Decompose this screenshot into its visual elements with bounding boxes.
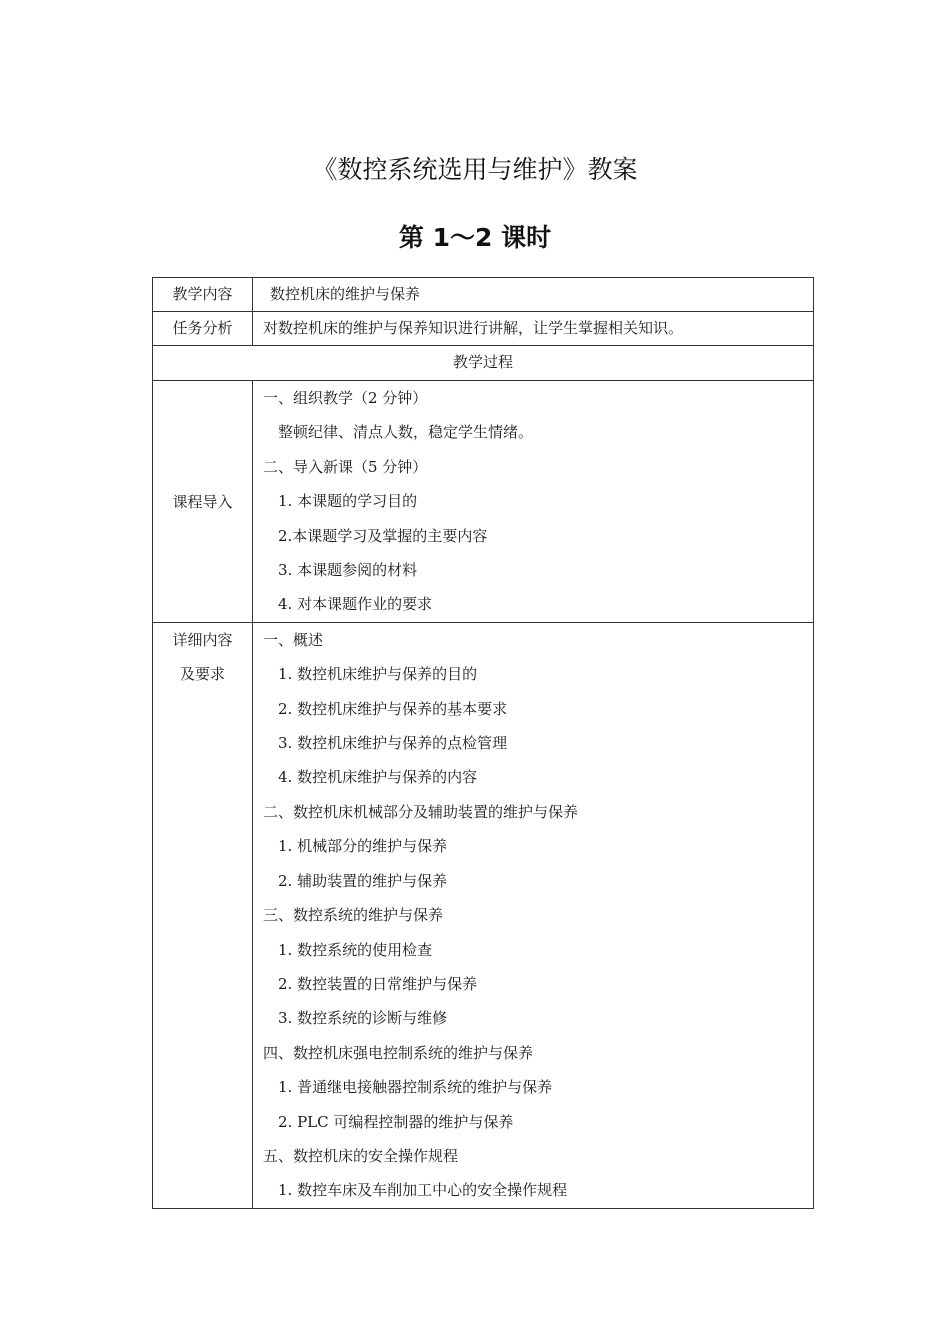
table-row-content	[153, 278, 814, 312]
detail-item: 3. 数控系统的诊断与维修	[278, 1009, 448, 1028]
detail-content-cell	[253, 622, 814, 1208]
detail-label-cell	[153, 622, 253, 1208]
detail-label-line: 详细内容	[172, 630, 233, 649]
table-row-analysis	[153, 312, 814, 346]
detail-item: 3. 数控机床维护与保养的点检管理	[278, 734, 508, 753]
lesson-plan-table	[152, 277, 814, 1209]
content-label: 教学内容	[172, 285, 233, 303]
content-label-cell	[153, 278, 253, 312]
detail-label-line: 及要求	[179, 665, 225, 684]
detail-section-heading: 一、概述	[263, 630, 324, 649]
analysis-value-cell	[253, 312, 814, 346]
process-header-cell	[153, 346, 814, 381]
detail-item: 1. 数控车床及车削加工中心的安全操作规程	[278, 1181, 568, 1200]
detail-section-heading: 三、数控系统的维护与保养	[263, 906, 444, 925]
content-value: 数控机床的维护与保养	[270, 285, 421, 303]
detail-item: 1. 普通继电接触器控制系统的维护与保养	[278, 1078, 553, 1097]
detail-section-heading: 四、数控机床强电控制系统的维护与保养	[263, 1043, 534, 1062]
table-row-process-header	[153, 346, 814, 381]
content-value-cell	[253, 278, 814, 312]
lesson-period-heading: 第 1～2 课时	[398, 223, 552, 252]
detail-item: 2. 辅助装置的维护与保养	[278, 871, 448, 890]
intro-line: 2.本课题学习及掌握的主要内容	[278, 526, 488, 545]
analysis-value: 对数控机床的维护与保养知识进行讲解，让学生掌握相关知识。	[263, 319, 684, 337]
document-title: 《数控系统选用与维护》教案	[312, 155, 638, 184]
detail-item: 2. 数控装置的日常维护与保养	[278, 974, 478, 993]
detail-item: 1. 机械部分的维护与保养	[278, 837, 448, 856]
table-row-intro	[153, 381, 814, 623]
intro-content-cell	[253, 381, 814, 623]
intro-line: 一、组织教学（2 分钟）	[263, 389, 428, 407]
detail-section-heading: 二、数控机床机械部分及辅助装置的维护与保养	[263, 802, 579, 821]
intro-label: 课程导入	[172, 492, 233, 511]
intro-line: 3. 本课题参阅的材料	[278, 561, 418, 580]
intro-line: 二、导入新课（5 分钟）	[263, 457, 428, 476]
intro-line: 整顿纪律、清点人数，稳定学生情绪。	[278, 423, 534, 442]
detail-item: 1. 数控机床维护与保养的目的	[278, 665, 478, 684]
intro-label-cell	[153, 381, 253, 623]
analysis-label-cell	[153, 312, 253, 346]
process-header: 教学过程	[452, 353, 513, 371]
detail-item: 2. PLC 可编程控制器的维护与保养	[278, 1112, 514, 1131]
analysis-label: 任务分析	[172, 319, 233, 337]
intro-line: 1. 本课题的学习目的	[278, 492, 418, 511]
detail-item: 1. 数控系统的使用检查	[278, 940, 433, 959]
table-row-detail	[153, 622, 814, 1208]
detail-section-heading: 五、数控机床的安全操作规程	[263, 1146, 459, 1165]
detail-item: 2. 数控机床维护与保养的基本要求	[278, 699, 508, 718]
detail-item: 4. 数控机床维护与保养的内容	[278, 768, 478, 787]
intro-line: 4. 对本课题作业的要求	[278, 595, 433, 614]
